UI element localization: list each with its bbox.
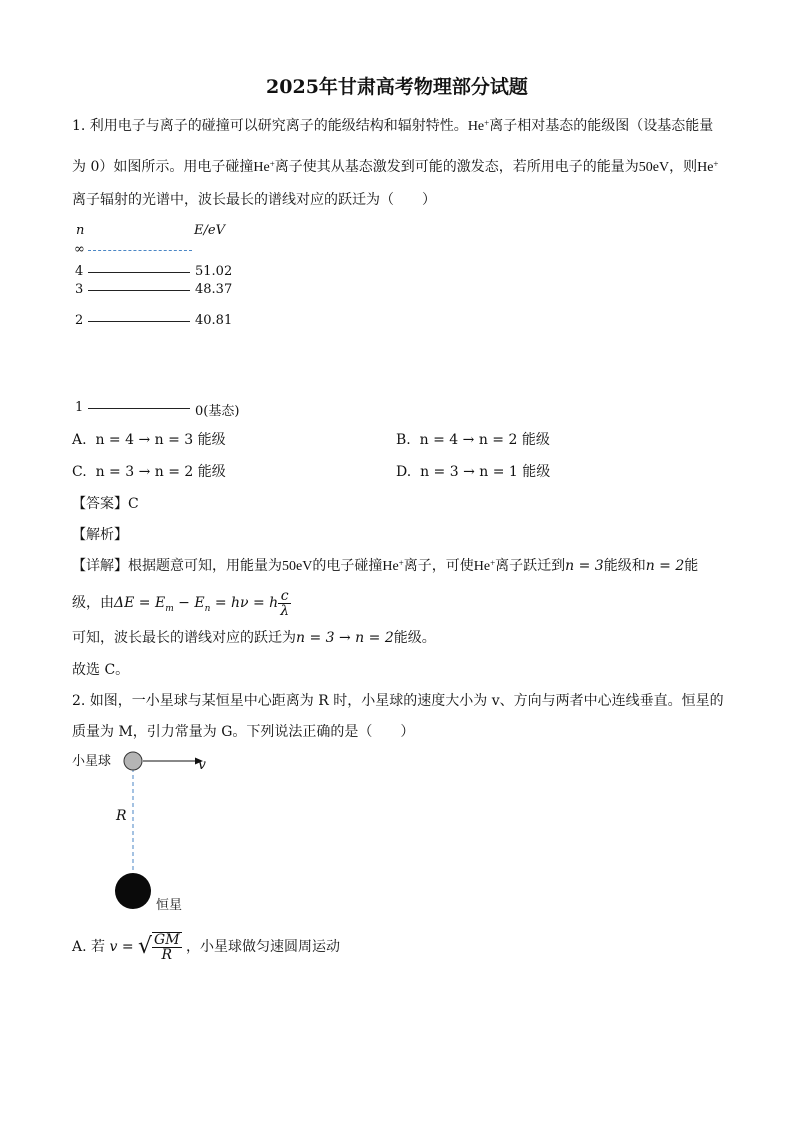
- star-circle: [115, 873, 151, 909]
- q2-line2: 质量为 M，引力常量为 G。下列说法正确的是（ ）: [72, 724, 415, 740]
- option-d-text: n = 3 → n = 1 能级: [420, 464, 551, 480]
- q1-option-c: [72, 462, 226, 482]
- detail1-end: 能: [684, 558, 699, 574]
- q1-ion-2: He+: [253, 159, 275, 175]
- sqrt-expression: [138, 932, 182, 962]
- level-1-line: [88, 408, 190, 409]
- level-3-n: 3: [75, 282, 84, 297]
- q1-line2-post: ，则: [669, 159, 698, 175]
- formula-fraction: $\frac{c}{\lambda}$: [280, 587, 290, 619]
- q2-option-a-pre: A. 若: [72, 939, 106, 955]
- sqrt-fraction: $\frac{GM}{R}$: [154, 932, 180, 963]
- q1-detail-line3: [72, 628, 436, 648]
- q1-option-b: [396, 430, 550, 450]
- q2-line1: 2. 如图，一小星球与某恒星中心距离为 R 时，小星球的速度大小为 v、方向与两者中心连线垂直。恒星的: [72, 693, 724, 709]
- option-a-key: A.: [72, 432, 87, 448]
- detail3-trans: n = 3 → n = 2: [296, 630, 394, 646]
- radius-label: R: [116, 808, 127, 824]
- orbit-diagram-svg: [115, 745, 225, 915]
- level-2-n: 2: [75, 313, 84, 328]
- detail1-n3: n = 3: [565, 558, 604, 574]
- q1-answer: [72, 494, 139, 514]
- q1-line3: 离子辐射的光谱中，波长最长的谱线对应的跃迁为（ ）: [72, 192, 436, 208]
- detail3-post: 能级。: [393, 630, 436, 646]
- level-infinity-line: [88, 250, 192, 251]
- q1-ion: He+: [467, 118, 490, 134]
- level-3-line: [88, 290, 190, 291]
- q1-detail-line1: [72, 556, 698, 577]
- option-b-key: B.: [396, 432, 411, 448]
- detail1-energy: 50eV: [282, 559, 313, 574]
- detail1-mid2: 离子，可使: [403, 558, 474, 574]
- detail1-n2: n = 2: [645, 558, 685, 574]
- detail1-and: 能级和: [603, 558, 646, 574]
- level-1-e: 0(基态): [195, 404, 240, 419]
- level-4-e: 51.02: [195, 264, 233, 279]
- q1-line1: [72, 116, 713, 137]
- q1-option-a: [72, 430, 226, 450]
- infinity-label: ∞: [74, 242, 85, 257]
- q2-option-a-post: ，小星球做匀速圆周运动: [186, 939, 341, 955]
- detail1-mid: 的电子碰撞: [312, 558, 383, 574]
- q1-energy: 50eV: [638, 160, 670, 175]
- q1-line2: [72, 157, 719, 178]
- q1-ion-3: He+: [697, 159, 719, 175]
- q1-conclusion: 故选 C。: [72, 662, 130, 678]
- analysis-tag: 【解析】: [72, 527, 128, 543]
- page-title: 2025年甘肃高考物理部分试题: [266, 76, 528, 98]
- answer-value: C: [128, 496, 139, 512]
- velocity-label: v: [198, 757, 206, 773]
- detail1-ion: He+: [382, 558, 404, 574]
- small-star-label: 小星球: [72, 754, 112, 769]
- level-4-n: 4: [75, 264, 84, 279]
- q2-option-a: [72, 932, 340, 962]
- small-star-circle: [124, 752, 142, 770]
- detail1-ion-2: He+: [473, 558, 496, 574]
- star-label: 恒星: [156, 898, 183, 913]
- q1-detail-line2: [72, 588, 291, 624]
- option-a-text: n = 4 → n = 3 能级: [95, 432, 226, 448]
- n-axis-label: n: [76, 223, 85, 238]
- detail-tag: 【详解】: [72, 558, 128, 574]
- level-2-e: 40.81: [195, 313, 233, 328]
- level-1-n: 1: [75, 400, 84, 415]
- q1-line2-mid: 离子使其从基态激发到可能的激发态，若所用电子的能量为: [274, 159, 639, 175]
- e-axis-label: E/eV: [194, 223, 225, 238]
- option-c-key: C.: [72, 464, 87, 480]
- q2-option-a-v: v =: [109, 939, 134, 955]
- option-b-text: n = 4 → n = 2 能级: [419, 432, 550, 448]
- detail1-pre: 根据题意可知，用能量为: [128, 558, 282, 574]
- detail3-pre: 可知，波长最长的谱线对应的跃迁为: [72, 630, 296, 646]
- option-c-text: n = 3 → n = 2 能级: [95, 464, 226, 480]
- q1-line2-pre: 为 0）如图所示。用电子碰撞: [72, 159, 254, 175]
- option-d-key: D.: [396, 464, 412, 480]
- level-4-line: [88, 272, 190, 273]
- q1-line1-pre: 1. 利用电子与离子的碰撞可以研究离子的能级结构和辐射特性。: [72, 118, 468, 134]
- q1-line1-post: 离子相对基态的能级图（设基态能量: [489, 118, 714, 134]
- detail2-pre: 级，由: [72, 595, 114, 611]
- formula: $\Delta E = E_m - E_n = h\nu = h$: [114, 595, 279, 614]
- level-3-e: 48.37: [195, 282, 233, 297]
- sqrt-sign: √: [138, 934, 153, 959]
- level-2-line: [88, 321, 190, 322]
- q1-option-d: [396, 462, 550, 482]
- detail1-post: 离子跃迁到: [495, 558, 566, 574]
- answer-tag: 【答案】: [72, 496, 128, 512]
